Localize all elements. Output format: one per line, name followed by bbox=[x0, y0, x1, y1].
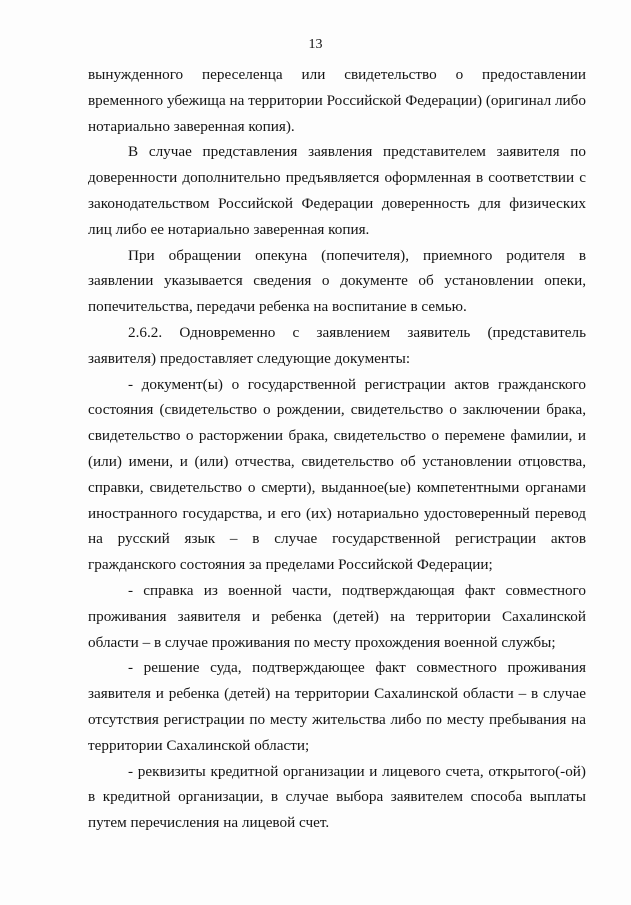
paragraph-2-6-2: 2.6.2. Одновременно с заявлением заявитель (представитель заявителя) предоставляет следующие документы: bbox=[88, 323, 586, 367]
paragraph-representative: В случае представления заявления представителем заявителя по доверенности дополнительно предъявляется оформленная в соответствии с законодательством Российской Федерации доверенность для физических лиц либо ее нотариально заверенная копия. bbox=[88, 143, 586, 238]
list-item-court-decision: - решение суда, подтверждающее факт совместного проживания заявителя и ребенка (детей) на территории Сахалинской области – в случае отсутствия регистрации по месту жительства либо по месту пребывания на территории Сахалинской области; bbox=[88, 659, 586, 754]
paragraph-guardian: При обращении опекуна (попечителя), приемного родителя в заявлении указывается сведения о документе об установлении опеки, попечительства, передачи ребенка на воспитание в семью. bbox=[88, 246, 586, 316]
list-item-military-certificate: - справка из военной части, подтверждающая факт совместного проживания заявителя и ребенка (детей) на территории Сахалинской области – в случае проживания по месту прохождения военной службы; bbox=[88, 581, 586, 651]
list-item-bank-details: - реквизиты кредитной организации и лицевого счета, открытого(-ой) в кредитной организации, в случае выбора заявителем способа выплаты путем перечисления на лицевой счет. bbox=[88, 762, 586, 832]
list-item-civil-registration: - документ(ы) о государственной регистрации актов гражданского состояния (свидетельство о рождении, свидетельство о заключении брака, свидетельство о расторжении брака, свидетельство о перемене фамилии, и (или) имени, и (или) отчества, свидетельство об установлении отцовства, справки, свидетельство о смерти), выданное(ые) компетентными органами иностранного государства, и его (их) нотариально удостоверенный перевод на русский язык – в случае государственной регистрации актов гражданского состояния за пределами Российской Федерации; bbox=[88, 375, 586, 574]
document-body bbox=[88, 62, 586, 836]
paragraph-continuation: вынужденного переселенца или свидетельство о предоставлении временного убежища на территории Российской Федерации) (оригинал либо нотариально заверенная копия). bbox=[88, 66, 586, 135]
page-number: 13 bbox=[308, 37, 323, 52]
